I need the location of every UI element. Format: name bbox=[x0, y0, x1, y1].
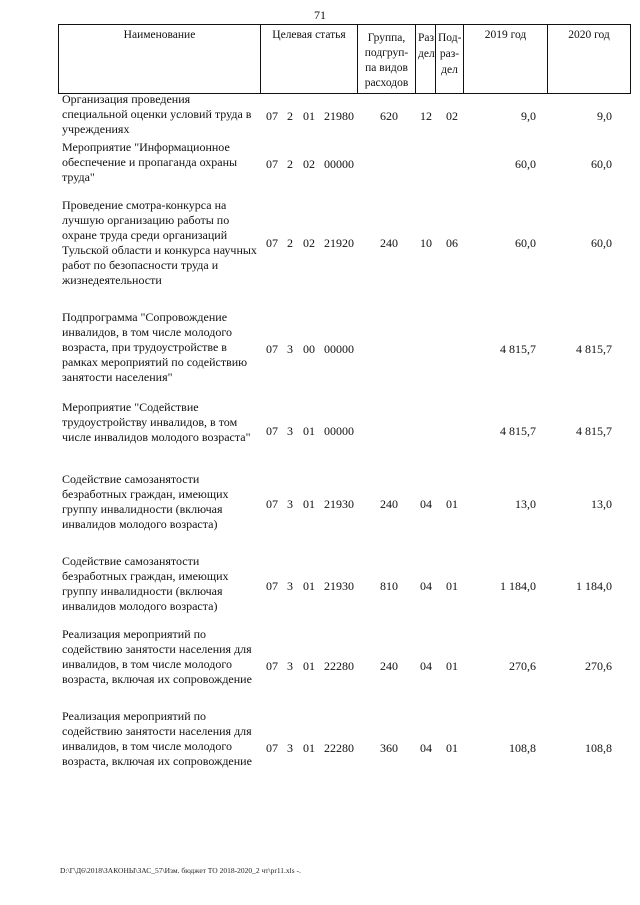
podrazdel-code: 01 bbox=[446, 579, 458, 593]
group-code: 620 bbox=[380, 109, 398, 123]
target-code-4: 21930 bbox=[324, 579, 354, 593]
row-name: Содействие самозанятости безработных граждан, имеющих группу инвалидности (включая инвалидов молодого возраста) bbox=[62, 472, 229, 531]
target-code-1: 07 bbox=[266, 741, 278, 755]
target-code-1: 07 bbox=[266, 424, 278, 438]
razdel-code: 04 bbox=[420, 497, 432, 511]
razdel-code: 04 bbox=[420, 741, 432, 755]
target-code-3: 02 bbox=[303, 236, 315, 250]
value-2020: 9,0 bbox=[597, 109, 612, 123]
target-code-1: 07 bbox=[266, 157, 278, 171]
value-2020: 108,8 bbox=[585, 741, 612, 755]
value-2020: 60,0 bbox=[591, 157, 612, 171]
target-code-2: 3 bbox=[287, 497, 293, 511]
page-number: 71 bbox=[314, 8, 326, 22]
target-code-2: 2 bbox=[287, 157, 293, 171]
target-code-4: 00000 bbox=[324, 424, 354, 438]
group-code: 240 bbox=[380, 497, 398, 511]
target-code-3: 02 bbox=[303, 157, 315, 171]
podrazdel-code: 01 bbox=[446, 659, 458, 673]
target-code-3: 01 bbox=[303, 109, 315, 123]
podrazdel-code: 01 bbox=[446, 497, 458, 511]
target-code-1: 07 bbox=[266, 342, 278, 356]
target-code-4: 00000 bbox=[324, 342, 354, 356]
row-name: Организация проведения специальной оценки условий труда в учреждениях bbox=[62, 92, 252, 136]
razdel-code: 12 bbox=[420, 109, 432, 123]
podrazdel-code: 02 bbox=[446, 109, 458, 123]
target-code-3: 01 bbox=[303, 741, 315, 755]
target-code-2: 3 bbox=[287, 424, 293, 438]
target-code-1: 07 bbox=[266, 236, 278, 250]
podrazdel-code: 06 bbox=[446, 236, 458, 250]
target-code-3: 00 bbox=[303, 342, 315, 356]
target-code-2: 3 bbox=[287, 342, 293, 356]
razdel-code: 10 bbox=[420, 236, 432, 250]
target-code-1: 07 bbox=[266, 109, 278, 123]
row-name: Подпрограмма "Сопровождение инвалидов, в том числе молодого возраста, при трудоустройстве в рамках мероприятий по содействию занятости населения" bbox=[62, 310, 248, 384]
target-code-2: 2 bbox=[287, 109, 293, 123]
row-name: Реализация мероприятий по содействию занятости населения для инвалидов, в том числе молодого возраста, включая их сопровождение bbox=[62, 627, 252, 686]
value-2019: 270,6 bbox=[509, 659, 536, 673]
group-code: 240 bbox=[380, 236, 398, 250]
header-name: Наименование bbox=[59, 25, 261, 94]
target-code-4: 22280 bbox=[324, 741, 354, 755]
target-code-2: 3 bbox=[287, 579, 293, 593]
razdel-code: 04 bbox=[420, 659, 432, 673]
group-code: 240 bbox=[380, 659, 398, 673]
razdel-code: 04 bbox=[420, 579, 432, 593]
target-code-2: 2 bbox=[287, 236, 293, 250]
file-path-footer: D:\Г\Д6\2018\ЗАКОНЫ\ЗАС_57\Изм. бюджет ТО 2018-2020_2 чт\pr11.xls -. bbox=[60, 866, 301, 875]
header-2019: 2019 год bbox=[464, 25, 548, 94]
target-code-2: 3 bbox=[287, 659, 293, 673]
podrazdel-code: 01 bbox=[446, 741, 458, 755]
target-code-4: 00000 bbox=[324, 157, 354, 171]
row-name: Содействие самозанятости безработных граждан, имеющих группу инвалидности (включая инвалидов молодого возраста) bbox=[62, 554, 229, 613]
value-2019: 1 184,0 bbox=[500, 579, 536, 593]
value-2020: 270,6 bbox=[585, 659, 612, 673]
target-code-4: 22280 bbox=[324, 659, 354, 673]
value-2020: 60,0 bbox=[591, 236, 612, 250]
target-code-1: 07 bbox=[266, 659, 278, 673]
row-name: Реализация мероприятий по содействию занятости населения для инвалидов, в том числе молодого возраста, включая их сопровождение bbox=[62, 709, 252, 768]
header-razdel: Раз дел bbox=[416, 25, 436, 94]
group-code: 810 bbox=[380, 579, 398, 593]
header-podrazdel: Под- раз- дел bbox=[436, 25, 464, 94]
target-code-4: 21920 bbox=[324, 236, 354, 250]
row-name: Мероприятие "Содействие трудоустройству инвалидов, в том числе инвалидов молодого возраста" bbox=[62, 400, 251, 444]
value-2019: 9,0 bbox=[521, 109, 536, 123]
value-2019: 13,0 bbox=[515, 497, 536, 511]
target-code-3: 01 bbox=[303, 497, 315, 511]
value-2019: 4 815,7 bbox=[500, 342, 536, 356]
target-code-1: 07 bbox=[266, 579, 278, 593]
value-2020: 4 815,7 bbox=[576, 342, 612, 356]
target-code-3: 01 bbox=[303, 579, 315, 593]
target-code-4: 21930 bbox=[324, 497, 354, 511]
table-header bbox=[58, 24, 631, 94]
header-target: Целевая статья bbox=[261, 25, 358, 94]
value-2019: 60,0 bbox=[515, 157, 536, 171]
row-name: Проведение смотра-конкурса на лучшую организацию работы по охране труда среди организаций Тульской области и конкурса научных работ по безопасности труда и жизнедеятельности bbox=[62, 198, 257, 287]
value-2020: 1 184,0 bbox=[576, 579, 612, 593]
target-code-3: 01 bbox=[303, 659, 315, 673]
value-2019: 108,8 bbox=[509, 741, 536, 755]
target-code-4: 21980 bbox=[324, 109, 354, 123]
value-2019: 60,0 bbox=[515, 236, 536, 250]
target-code-1: 07 bbox=[266, 497, 278, 511]
value-2020: 4 815,7 bbox=[576, 424, 612, 438]
group-code: 360 bbox=[380, 741, 398, 755]
header-group: Группа, подгруп- па видов расходов bbox=[358, 25, 416, 94]
value-2019: 4 815,7 bbox=[500, 424, 536, 438]
header-2020: 2020 год bbox=[548, 25, 631, 94]
target-code-2: 3 bbox=[287, 741, 293, 755]
value-2020: 13,0 bbox=[591, 497, 612, 511]
row-name: Мероприятие "Информационное обеспечение и пропаганда охраны труда" bbox=[62, 140, 238, 184]
target-code-3: 01 bbox=[303, 424, 315, 438]
